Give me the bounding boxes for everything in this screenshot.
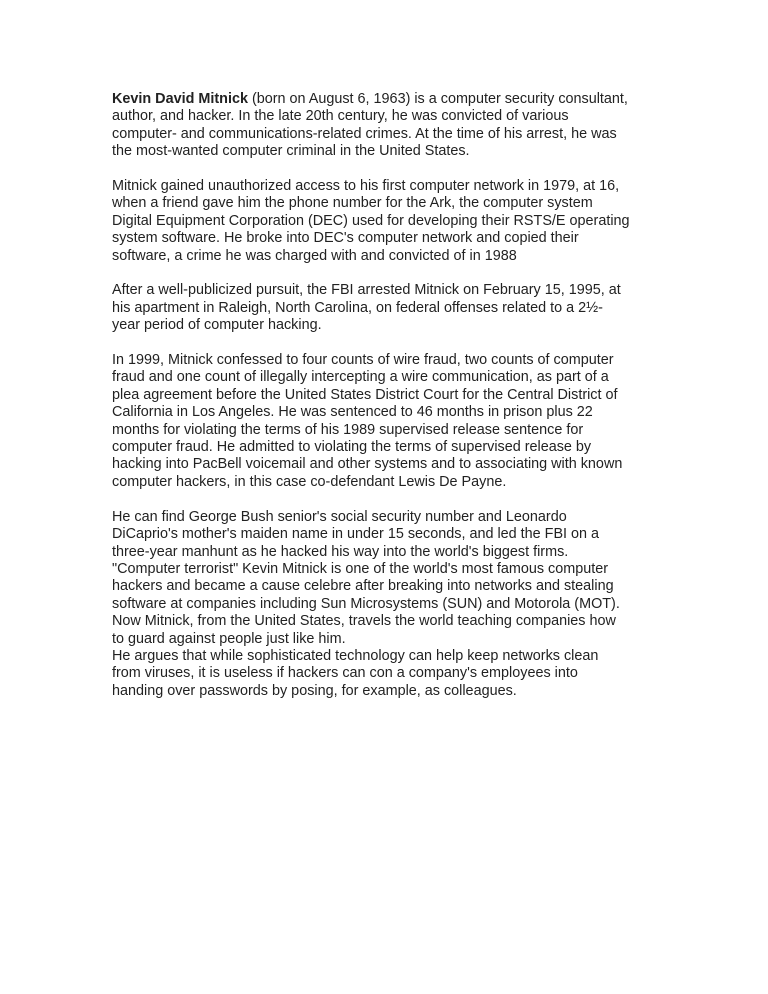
paragraph-argument: He argues that while sophisticated technology can help keep networks clean from viruses, it is useless if hackers can con a company's employees into handing over passwords by posing, for example, as colleagues. (112, 647, 599, 699)
paragraph-conviction: In 1999, Mitnick confessed to four counts of wire fraud, two counts of computer fraud and one count of illegally intercepting a wire communication, as part of a plea agreement before the United States District Court for the Central District of California in Los Angeles. He was sentenced to 46 months in prison plus 22 months for violating the terms of his 1989 supervised release sentence for computer fraud. He admitted to violating the terms of supervised release by hacking into PacBell voicemail and other systems and to associating with known computer hackers, in this case co-defendant Lewis De Payne. (112, 352, 623, 490)
paragraph-notoriety: He can find George Bush senior's social security number and Leonardo DiCaprio's mother's maiden name in under 15 seconds, and led the FBI on a three-year manhunt as he hacked his way into the world's biggest firms. "Computer terrorist" Kevin Mitnick is one of the world's most famous computer hackers and became a cause celebre after breaking into networks and stealing software at companies including Sun Microsystems (SUN) and Motorola (MOT). Now Mitnick, from the United States, travels the world teaching companies how to guard against people just like him. (112, 508, 620, 647)
paragraph-arrest: After a well-publicized pursuit, the FBI arrested Mitnick on February 15, 1995, at his apartment in Raleigh, North Carolina, on federal offenses related to a 2½- year period of computer hacking. (112, 282, 621, 334)
intro-paragraph (112, 91, 672, 161)
subject-name: Kevin David Mitnick (112, 91, 248, 107)
paragraph-early-hacking: Mitnick gained unauthorized access to his first computer network in 1979, at 16, when a friend gave him the phone number for the Ark, the computer system Digital Equipment Corporation (DEC) used for developing their RSTS/E operating system software. He broke into DEC's computer network and copied their software, a crime he was charged with and convicted of in 1988 (112, 178, 630, 264)
intro-text: (born on August 6, 1963) is a computer security consultant, author, and hacker. In the late 20th century, he was convicted of various computer- and communications-related crimes. At the time of his arrest, he was the most-wanted computer criminal in the United States. (112, 91, 628, 160)
document-page (112, 91, 672, 700)
